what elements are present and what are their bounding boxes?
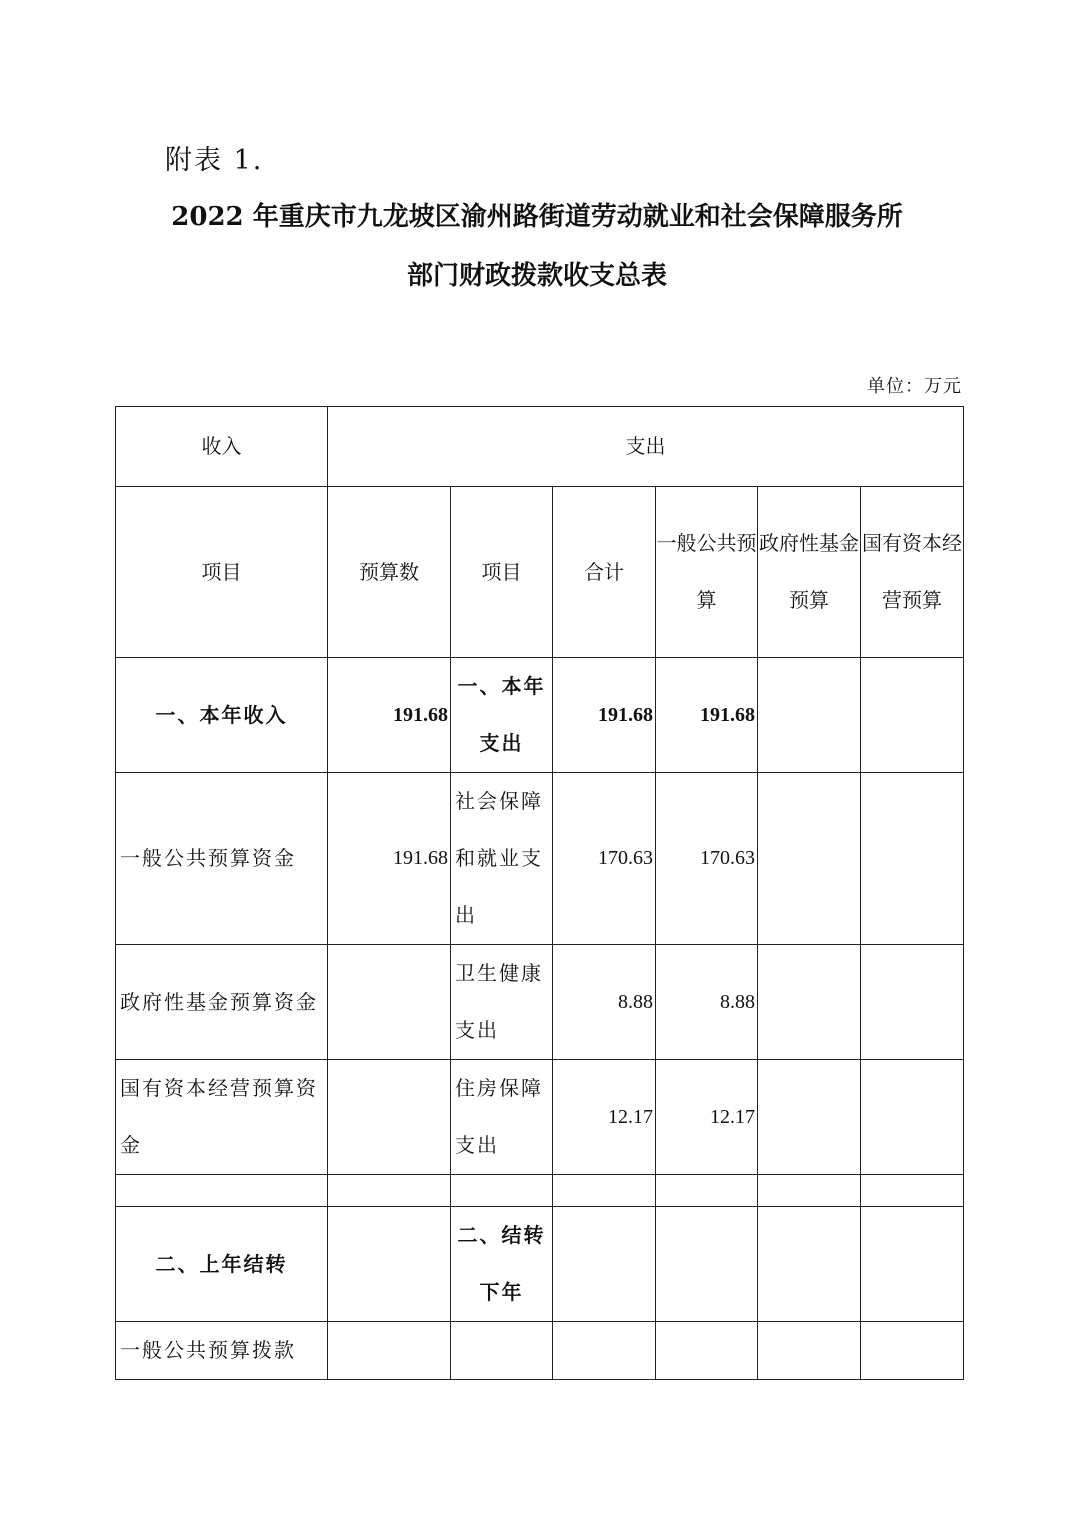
budget-table	[115, 406, 964, 1380]
income-item: 国有资本经营预算资金	[116, 1060, 328, 1175]
budget-value	[328, 1175, 451, 1207]
budget-value	[328, 1322, 451, 1380]
total-value: 170.63	[553, 773, 656, 945]
total-value	[553, 1175, 656, 1207]
income-item: 政府性基金预算资金	[116, 945, 328, 1060]
income-item: 一般公共预算拨款	[116, 1322, 328, 1380]
header-income: 收入	[116, 407, 328, 487]
general-value: 170.63	[656, 773, 758, 945]
table-row	[116, 945, 964, 1060]
gov-fund-value	[758, 945, 861, 1060]
income-item: 一般公共预算资金	[116, 773, 328, 945]
state-capital-value	[861, 658, 964, 773]
income-item	[116, 1175, 328, 1207]
gov-fund-value	[758, 658, 861, 773]
gov-fund-value	[758, 773, 861, 945]
header-exp-item: 项目	[451, 487, 553, 658]
general-value	[656, 1322, 758, 1380]
total-value	[553, 1322, 656, 1380]
header-budget: 预算数	[328, 487, 451, 658]
expense-item: 一、本年支出	[451, 658, 553, 773]
gov-fund-value	[758, 1207, 861, 1322]
expense-item: 社会保障和就业支出	[451, 773, 553, 945]
expense-item	[451, 1175, 553, 1207]
header-state-capital: 国有资本经营预算	[861, 487, 964, 658]
state-capital-value	[861, 1060, 964, 1175]
total-value: 12.17	[553, 1060, 656, 1175]
state-capital-value	[861, 773, 964, 945]
state-capital-value	[861, 1207, 964, 1322]
page-subtitle: 部门财政拨款收支总表	[406, 261, 667, 291]
total-value: 191.68	[553, 658, 656, 773]
table-row	[116, 773, 964, 945]
header-general: 一般公共预算	[656, 487, 758, 658]
general-value	[656, 1207, 758, 1322]
budget-value	[328, 1060, 451, 1175]
table-row	[116, 1207, 964, 1322]
table-row	[116, 1060, 964, 1175]
general-value: 8.88	[656, 945, 758, 1060]
gov-fund-value	[758, 1060, 861, 1175]
state-capital-value	[861, 1322, 964, 1380]
state-capital-value	[861, 945, 964, 1060]
header-row-top	[116, 407, 964, 487]
expense-item: 二、结转下年	[451, 1207, 553, 1322]
table-row	[116, 658, 964, 773]
general-value: 12.17	[656, 1060, 758, 1175]
general-value: 191.68	[656, 658, 758, 773]
attachment-label: 附表 1.	[165, 145, 264, 176]
table-row	[116, 1322, 964, 1380]
budget-value	[328, 945, 451, 1060]
header-expense: 支出	[328, 407, 964, 487]
expense-item: 住房保障支出	[451, 1060, 553, 1175]
page-title: 2022 年重庆市九龙坡区渝州路街道劳动就业和社会保障服务所	[171, 202, 903, 232]
header-item: 项目	[116, 487, 328, 658]
budget-value: 191.68	[328, 658, 451, 773]
gov-fund-value	[758, 1322, 861, 1380]
total-value: 8.88	[553, 945, 656, 1060]
expense-item	[451, 1322, 553, 1380]
header-row-sub	[116, 487, 964, 658]
expense-item: 卫生健康支出	[451, 945, 553, 1060]
budget-value: 191.68	[328, 773, 451, 945]
state-capital-value	[861, 1175, 964, 1207]
gov-fund-value	[758, 1175, 861, 1207]
general-value	[656, 1175, 758, 1207]
budget-value	[328, 1207, 451, 1322]
table-row-empty	[116, 1175, 964, 1207]
income-item: 二、上年结转	[116, 1207, 328, 1322]
income-item: 一、本年收入	[116, 658, 328, 773]
unit-label: 单位：万元	[867, 376, 962, 397]
header-total: 合计	[553, 487, 656, 658]
header-gov-fund: 政府性基金预算	[758, 487, 861, 658]
total-value	[553, 1207, 656, 1322]
